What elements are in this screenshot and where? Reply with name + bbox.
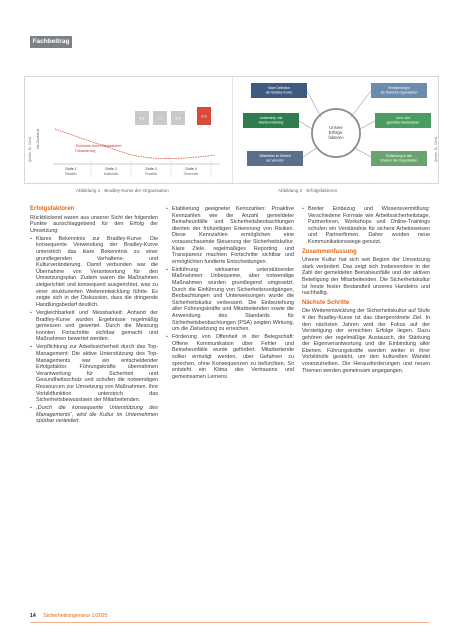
footer [30, 613, 108, 619]
bradley-curve-figure [25, 77, 232, 185]
factor-box-text-6-1: Einbindung in alle [385, 154, 413, 158]
stage-title-1: Stufe 1 [65, 167, 77, 171]
connector-3 [299, 121, 312, 129]
bars-group [135, 107, 211, 125]
stage-title-4: Stufe 4 [185, 167, 197, 171]
col1-intro: Rückblickend waren aus unserer Sicht der folgenden Punkte ausschlaggebend für den Erfolg der Umsetzung: [30, 214, 158, 234]
connector-5 [303, 147, 318, 157]
factor-box-text-2-2: der Betriebs-organisation [380, 90, 418, 95]
bradley-y-label: Ist-Zustand [35, 128, 40, 150]
factor-box-text-6-2: Ebenen der Organisation [380, 158, 418, 163]
connector-4 [360, 121, 375, 129]
connector-2 [351, 91, 371, 117]
success-factors-figure [233, 77, 440, 185]
stage-title-2: Stufe 2 [105, 167, 117, 171]
caption-left: Abbildung 1 · Bradley-Kurve der Organisation [76, 188, 169, 193]
col3-next: Die Weiterentwicklung der Sicherheitskultur auf Stufe 4 der Bradley-Kurve ist das übergeordnete Ziel. In den nächsten Jahren wird der Fokus auf der Verstetigung der erreichten Erfolge liegen. Dazu gehören der regelmäßige Austausch, die Stärkung der Eigenverantwortung und die Einbindung aller Ebenen. Führungskräfte werden weiter in ihrer Vorbildrolle gestärkt, um den kulturellen Wandel voranzutreiben. Die Herausforderungen und neuen Themen werden gemeinsam angegangen. [302, 308, 430, 374]
page-number: 14 [30, 613, 36, 619]
factor-box-text-1-2: der Bradley-Kurve [265, 90, 293, 95]
bar-label-4: 4.6 [201, 113, 207, 119]
stage-sub-2: Kalkulativ [103, 172, 119, 176]
figure-box [24, 76, 439, 184]
col1-bullet-4: ▪ „Durch die konsequente Unterstützung des Managements“, wird die Kultur im Unternehmen spürbar verändert. [30, 405, 158, 425]
stage-sub-4: Generativ [183, 172, 199, 176]
col2-bullet-2: ▪ Einführung wirksamer unterstützender Maßnahmen: Unbequeme, aber notwendige Maßnahmen wurden grundlegend umgesetzt. Durch die Einführung von Sicherheitsrundgängen, Beobachtungen und Unterweisungen wurde die Sicherheitskultur verbessert. Die Einbeziehung aller Führungskräfte und Mitarbeitenden sowie die Anwendung des Standards für Sicherheitsbeobachtungen (PSA) zeigten Wirkung, um die Zielsetzung zu erreichen. [166, 267, 294, 333]
bar-label-1: 5.1 [139, 115, 145, 121]
col1-bullet-1: ▪ Klares Bekenntnis zur Bradley-Kurve: Die konsequente Verwendung der Bradley-Kurve unterstrich das klare Bekenntnis zu einer grundlegenden Verhaltens- und Kulturveränderung. Damit verbunden war die Übernahme von Verantwortung für den Umsetzungsplan. Zudem waren die Maßnahmen zielgerichtet und konsequent ausgerichtet, was zu einer strukturierten Weiterentwicklung führte. Es zeigte sich in der Diskussion, dass die dringende Handlungsbedarf deutlich. [30, 236, 158, 309]
col3-summary: Unsere Kultur hat sich seit Beginn der Umsetzung stark verändert. Das zeigt sich insbesondere in der Zahl der gemeldeten Beinaheunfälle und der aktiven Beteiligung der Mitarbeitenden. Die Sicherheitskultur ist heute fester Bestandteil unseres Handelns und nachhaltig. [302, 257, 430, 297]
factor-box-text-4-1: Lern- und [395, 116, 411, 120]
stage-sub-1: Reaktiv [65, 172, 77, 176]
factor-box-text-3-1: Leadership und [259, 116, 283, 120]
factor-box-text-5-1: Mitarbeiter im Betrieb [259, 154, 291, 158]
center-label-3: faktoren [328, 135, 344, 140]
source-right: Quelle: Dr. Gerd [434, 137, 438, 163]
section-tag: Fachbeitrag [30, 36, 72, 48]
connector-1 [307, 91, 321, 117]
factor-box-text-5-2: als Vorreiter [266, 158, 284, 163]
column-1 [30, 206, 158, 427]
col1-bullet-3: ▪ Verpflichtung zur Arbeitssicherheit durch das Top-Management: Die aktive Unterstützung des Top-Managements war ein entscheidender Erfolgsfaktor. Führungskräfte übernahmen Verantwortung für Sicherheit und Gesundheitsschutz und schufen die notwendigen Ressourcen zur Umsetzung von Maßnahmen. Ihre Vorbildfunktion unterstrich das Sicherheitsbewusstsein der Mitarbeitenden. [30, 344, 158, 403]
bar-label-2: 7.1 [157, 115, 163, 121]
footer-rule [30, 622, 429, 623]
stage-sub-3: Proaktiv [144, 172, 158, 176]
connector-6 [353, 147, 371, 157]
factor-box-text-1-1: Klare Definition [267, 86, 291, 90]
col2-bullet-3: ▪ Förderung von Offenheit in der Belegschaft: Offene Kommunikation über Fehler und Beinaheunfälle wurde gefördert. Mitarbeitende sollen ermutigt werden, über Gefahren zu sprechen, ohne Konsequenzen zu befürchten. So entsteht ein Klima des Vertrauens und gemeinsamen Lernens. [166, 334, 294, 380]
column-3 [302, 206, 430, 376]
stages-group [65, 161, 211, 177]
stage-title-3: Stufe 3 [145, 167, 157, 171]
caption-right: Abbildung 2 · Erfolgsfaktoren [278, 188, 338, 193]
factor-box-text-2-1: Verankerung in [387, 86, 411, 90]
center-label-1: Unsere [329, 125, 343, 130]
factor-box-text-4-2: geprüftes Basiswissen [386, 120, 420, 125]
annotation-2: Fokussierung [75, 149, 96, 153]
heading-summary: Zusammenfassung [302, 248, 357, 255]
heading-success-factors: Erfolgsfaktoren [30, 206, 75, 212]
bar-label-3: 5.5 [175, 115, 181, 121]
annotation-1: „Einbinden durch Eskalationen“ [75, 144, 123, 148]
col1-bullet-2: ▪ Vergleichbarkeit und Messbarkeit: Anhand der Bradley-Kurve wurden Ergebnisse regelmäßig gemessen und gewertet. Durch die Messung konnten Fortschritte sichtbar gemacht und Maßnahmen bewertet werden. [30, 310, 158, 343]
col3-bullet-1: ▪ Breiter Einbezug und Wissensvermittlung: Verschiedene Formate wie Arbeitssicherheitstage, Partnerforen, Workshops und Online-Trainings schufen ein Verständnis für sichere Arbeitsweisen und Partnerfirmen. Daher wurden neue Kommunikationswege genutzt. [302, 206, 430, 246]
column-2 [166, 206, 294, 382]
source-left: Quelle: Dr. Gerd [28, 137, 32, 163]
col2-bullet-1: ▪ Etablierung geeigneter Kennzahlen: Proaktive Kennzahlen wie die Anzahl gemeldeter Beinaheunfälle und Sicherheitsbeobachtungen dienten der frühzeitigen Erkennung von Risiken. Diese Kennzahlen ermöglichen eine vorausschauende Steuerung der Sicherheitskultur. Klare Ziele, regelmäßiges Reporting und Transparenz machten Fortschritte sichtbar und ermöglichten fundierte Entscheidungen. [166, 206, 294, 265]
magazine-name: Sicherheitsingenieur 1/2025 [43, 613, 108, 619]
heading-next-steps: Nächste Schritte [302, 299, 350, 306]
center-label-2: Erfolgs- [328, 130, 344, 135]
factor-box-text-3-2: Wertevorstellung [258, 120, 284, 125]
